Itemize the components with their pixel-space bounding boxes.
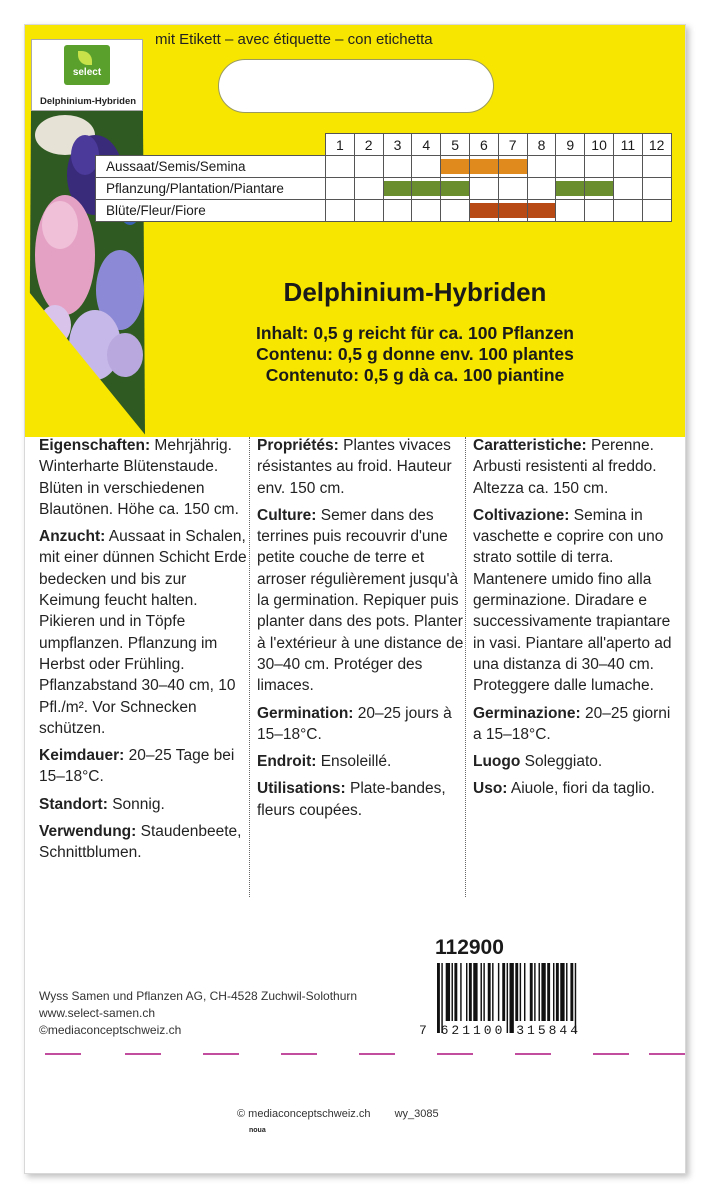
calendar-cell bbox=[441, 178, 470, 200]
calendar-bar bbox=[470, 203, 498, 218]
calendar-row bbox=[96, 156, 672, 178]
section-heading: Verwendung: bbox=[39, 823, 137, 841]
footer-copyright: © mediaconceptschweiz.ch bbox=[237, 1108, 371, 1120]
section-text: Staudenbeete, Schnittblumen. bbox=[39, 823, 242, 862]
month-header: 5 bbox=[441, 134, 470, 156]
month-header: 1 bbox=[326, 134, 355, 156]
calendar-cell bbox=[469, 156, 498, 178]
footer-code: wy_3085 bbox=[394, 1108, 439, 1120]
calendar-cell bbox=[642, 156, 671, 178]
hang-slot bbox=[218, 59, 494, 113]
section-text: Plantes vivaces résistantes au froid. Hauteur env. 150 cm. bbox=[257, 437, 452, 497]
instruction-section bbox=[257, 435, 467, 499]
calendar-cell bbox=[469, 200, 498, 222]
instruction-section bbox=[257, 751, 467, 772]
section-text: Soleggiato. bbox=[520, 753, 603, 771]
instruction-section bbox=[39, 435, 249, 520]
section-heading: Germination: bbox=[257, 704, 354, 722]
label-note: mit Etikett – avec étiquette – con etichetta bbox=[155, 31, 433, 48]
logo-wordmark: select bbox=[72, 67, 102, 78]
calendar-cell bbox=[527, 200, 556, 222]
leaf-icon bbox=[78, 51, 92, 65]
barcode-bar bbox=[539, 963, 540, 1021]
printer-logo: noua bbox=[249, 1127, 266, 1134]
barcode-bar bbox=[446, 963, 450, 1021]
calendar-bar bbox=[585, 181, 613, 196]
calendar-cell bbox=[412, 200, 441, 222]
barcode-bar bbox=[570, 963, 573, 1021]
calendar-row bbox=[96, 178, 672, 200]
barcode-bar bbox=[473, 963, 477, 1021]
calendar-cell bbox=[613, 178, 642, 200]
calendar-cell bbox=[441, 200, 470, 222]
calendar-bar bbox=[412, 181, 440, 196]
calendar-cell bbox=[642, 200, 671, 222]
separator-dash bbox=[515, 1053, 551, 1055]
calendar-cell bbox=[498, 200, 527, 222]
calendar-row-label: Blüte/Fleur/Fiore bbox=[96, 200, 326, 222]
contents-it: Contenuto: 0,5 g dà ca. 100 piantine bbox=[265, 365, 565, 385]
barcode-bar bbox=[460, 963, 461, 1021]
section-text: Ensoleillé. bbox=[316, 753, 392, 771]
month-header: 6 bbox=[469, 134, 498, 156]
section-text: Sonnig. bbox=[107, 795, 165, 813]
calendar-bar bbox=[499, 159, 527, 174]
barcode-bar bbox=[530, 963, 533, 1021]
section-heading: Germinazione: bbox=[473, 704, 581, 722]
barcode-bar bbox=[452, 963, 453, 1021]
calendar-cell bbox=[383, 178, 412, 200]
section-text: Mehrjährig. Winterharte Blütenstaude. Blüten in verschiedenen Blautönen. Höhe ca. 150 cm. bbox=[39, 437, 239, 518]
calendar-cell bbox=[412, 178, 441, 200]
barcode-bar bbox=[534, 963, 535, 1021]
calendar-bar bbox=[556, 181, 584, 196]
section-heading: Uso: bbox=[473, 780, 508, 798]
section-text: Perenne. Arbusti resistenti al freddo. Altezza ca. 150 cm. bbox=[473, 437, 657, 497]
calendar-cell bbox=[642, 178, 671, 200]
section-heading: Endroit: bbox=[257, 753, 317, 771]
month-header: 10 bbox=[585, 134, 614, 156]
german-instructions bbox=[39, 435, 249, 870]
instruction-section bbox=[257, 505, 467, 697]
instruction-section bbox=[473, 435, 683, 499]
separator-dash bbox=[437, 1053, 473, 1055]
barcode-bar bbox=[492, 963, 493, 1021]
italian-instructions bbox=[473, 435, 683, 806]
calendar-cell bbox=[585, 178, 614, 200]
calendar-cell bbox=[613, 156, 642, 178]
separator-dash bbox=[359, 1053, 395, 1055]
section-text: Aussaat in Schalen, mit einer dünnen Schicht Erde bedecken und bis zur Keimung feucht halten. Pikieren und in Töpfe umpflanzen. Pflanzung im Herbst oder Frühling. Pflanzabstand 30–40 cm, 10 Pfl./m². Vor Schnecken schützen. bbox=[39, 528, 247, 737]
calendar-bar bbox=[528, 203, 556, 218]
barcode-bar bbox=[553, 963, 554, 1021]
section-text: Semer dans des terrines puis recouvrir d'une petite couche de terre et arroser régulièrement jusqu'à la germination. Repiquer puis planter dans des pots. Planter à l'extérieur à une distance de 30–40 cm. Protéger des limaces. bbox=[257, 506, 464, 695]
calendar-cell bbox=[498, 156, 527, 178]
barcode-bar bbox=[498, 963, 499, 1021]
footer-info bbox=[237, 1108, 439, 1120]
calendar-bar bbox=[441, 159, 469, 174]
section-heading: Culture: bbox=[257, 506, 317, 524]
french-instructions bbox=[257, 435, 467, 827]
separator-dash bbox=[125, 1053, 161, 1055]
calendar-cell bbox=[498, 178, 527, 200]
barcode-bar bbox=[547, 963, 550, 1021]
instruction-section bbox=[473, 505, 683, 697]
calendar-cell bbox=[585, 156, 614, 178]
barcode-bar bbox=[556, 963, 559, 1021]
instruction-section bbox=[473, 703, 683, 746]
seed-packet bbox=[24, 24, 686, 1174]
barcode-bar bbox=[541, 963, 545, 1021]
calendar-cell bbox=[326, 200, 355, 222]
calendar-cell bbox=[354, 178, 383, 200]
section-heading: Propriétés: bbox=[257, 437, 339, 454]
separator-dash bbox=[593, 1053, 629, 1055]
instruction-section bbox=[39, 794, 249, 815]
calendar-cell bbox=[469, 178, 498, 200]
calendar-row-label: Aussaat/Semis/Semina bbox=[96, 156, 326, 178]
month-header: 9 bbox=[556, 134, 585, 156]
barcode-bar bbox=[488, 963, 491, 1021]
separator-dash bbox=[281, 1053, 317, 1055]
address-line: Wyss Samen und Pflanzen AG, CH-4528 Zuchwil-Solothurn bbox=[39, 989, 358, 1003]
column-divider bbox=[249, 437, 250, 897]
barcode-bar bbox=[520, 963, 521, 1021]
barcode-bar bbox=[566, 963, 567, 1021]
separator-dash bbox=[45, 1053, 81, 1055]
section-heading: Standort: bbox=[39, 795, 108, 813]
sowing-calendar bbox=[95, 133, 672, 222]
separator-dash bbox=[649, 1053, 685, 1055]
calendar-cell bbox=[527, 178, 556, 200]
section-text: 20–25 jours à 15–18°C. bbox=[257, 704, 452, 743]
calendar-cell bbox=[441, 156, 470, 178]
barcode-bar bbox=[560, 963, 564, 1021]
instruction-section bbox=[257, 778, 467, 821]
section-heading: Caratteristiche: bbox=[473, 437, 587, 454]
barcode-bar bbox=[524, 963, 525, 1021]
product-title: Delphinium-Hybriden bbox=[283, 277, 547, 307]
barcode-bar bbox=[502, 963, 505, 1021]
section-text: 20–25 Tage bei 15–18°C. bbox=[39, 747, 235, 786]
section-heading: Keimdauer: bbox=[39, 747, 125, 765]
month-header: 4 bbox=[412, 134, 441, 156]
calendar-cell bbox=[354, 156, 383, 178]
barcode-bar bbox=[466, 963, 467, 1021]
calendar-cell bbox=[527, 156, 556, 178]
month-header: 12 bbox=[642, 134, 671, 156]
section-text: Semina in vaschette e coprire con uno strato sottile di terra. Mantenere umido fino alla germinazione. Diradare e successivamente trapiantare in vasi. Piantare all'aperto ad una distanza di 30–40 cm. Proteggere dalle lumache. bbox=[473, 506, 672, 695]
separator-dash bbox=[203, 1053, 239, 1055]
section-heading: Luogo bbox=[473, 753, 521, 771]
calendar-bar bbox=[470, 159, 498, 174]
calendar-row bbox=[96, 200, 672, 222]
section-heading: Utilisations: bbox=[257, 780, 346, 798]
barcode-bar bbox=[483, 963, 484, 1021]
contents-fr: Contenu: 0,5 g donne env. 100 plantes bbox=[256, 344, 574, 364]
article-number: 112900 bbox=[435, 936, 504, 959]
instruction-section bbox=[39, 821, 249, 864]
calendar-cell bbox=[383, 200, 412, 222]
section-text: Aiuole, fiori da taglio. bbox=[507, 780, 655, 798]
month-header: 7 bbox=[498, 134, 527, 156]
barcode-bar bbox=[515, 963, 518, 1021]
calendar-cell bbox=[383, 156, 412, 178]
calendar-cell bbox=[556, 156, 585, 178]
calendar-cell bbox=[326, 178, 355, 200]
barcode-bar bbox=[481, 963, 482, 1021]
instruction-section bbox=[257, 703, 467, 746]
month-header: 11 bbox=[613, 134, 642, 156]
calendar-bar bbox=[441, 181, 469, 196]
barcode-number: 7 621100 315844 bbox=[419, 1023, 582, 1038]
column-divider bbox=[465, 437, 466, 897]
instruction-section bbox=[473, 778, 683, 799]
barcode-bar bbox=[454, 963, 457, 1021]
calendar-corner bbox=[96, 134, 326, 156]
calendar-cell bbox=[326, 156, 355, 178]
calendar-cell bbox=[585, 200, 614, 222]
section-heading: Eigenschaften: bbox=[39, 437, 151, 454]
copyright-line: ©mediaconceptschweiz.ch bbox=[39, 1023, 182, 1037]
section-heading: Coltivazione: bbox=[473, 506, 570, 524]
company-address bbox=[39, 988, 357, 1039]
calendar-row-label: Pflanzung/Plantation/Piantare bbox=[96, 178, 326, 200]
select-logo bbox=[64, 45, 110, 85]
month-header: 8 bbox=[527, 134, 556, 156]
instruction-section bbox=[39, 526, 249, 739]
website-link: www.select-samen.ch bbox=[39, 1006, 156, 1020]
section-heading: Anzucht: bbox=[39, 528, 106, 546]
calendar-cell bbox=[613, 200, 642, 222]
contents-de: Inhalt: 0,5 g reicht für ca. 100 Pflanzen bbox=[255, 323, 574, 343]
brand-product-name: Delphinium-Hybriden bbox=[39, 96, 137, 107]
barcode-bar bbox=[469, 963, 472, 1021]
select-brand-label bbox=[31, 39, 143, 111]
calendar-cell bbox=[556, 200, 585, 222]
month-header: 3 bbox=[383, 134, 412, 156]
instruction-section bbox=[39, 745, 249, 788]
section-text: Plate-bandes, fleurs coupées. bbox=[257, 780, 446, 819]
month-header: 2 bbox=[354, 134, 383, 156]
instruction-section bbox=[473, 751, 683, 772]
contents-info bbox=[165, 323, 665, 386]
calendar-cell bbox=[412, 156, 441, 178]
calendar-bar bbox=[499, 203, 527, 218]
calendar-bar bbox=[384, 181, 412, 196]
calendar-cell bbox=[354, 200, 383, 222]
section-text: 20–25 giorni a 15–18°C. bbox=[473, 704, 671, 743]
calendar-cell bbox=[556, 178, 585, 200]
